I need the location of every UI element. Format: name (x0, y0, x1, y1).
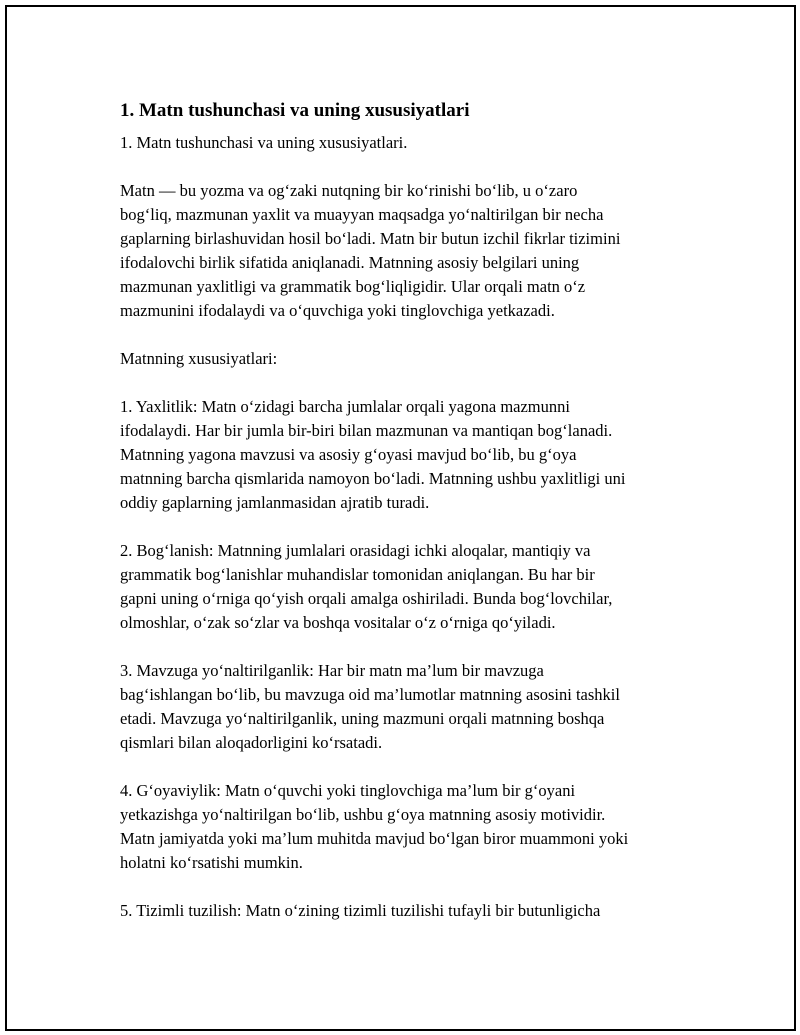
text-line: oddiy gaplarning jamlanmasidan ajratib turadi. (120, 493, 430, 512)
text-line: matnning barcha qismlarida namoyon bo‘ladi. Matnning ushbu yaxlitligi uni (120, 469, 626, 488)
text-line: mazmunini ifodalaydi va o‘quvchiga yoki tinglovchiga yetkazadi. (120, 301, 555, 320)
document-title: 1. Matn tushunchasi va uning xususiyatlari (120, 100, 470, 121)
text-line: Matnning yagona mavzusi va asosiy g‘oyasi mavjud bo‘lib, bu g‘oya (120, 445, 577, 464)
text-line: 1. Matn tushunchasi va uning xususiyatlari. (120, 133, 408, 152)
paragraph-intro-heading (120, 131, 710, 155)
paragraph-property-5 (120, 899, 710, 923)
paragraph-property-3 (120, 659, 710, 755)
document-page (5, 5, 796, 1031)
text-line: Matnning xususiyatlari: (120, 349, 278, 368)
text-line: gapni uning o‘rniga qo‘yish orqali amalga oshiriladi. Bunda bog‘lovchilar, (120, 589, 613, 608)
text-line: 3. Mavzuga yo‘naltirilganlik: Har bir matn ma’lum bir mavzuga (120, 661, 544, 680)
text-line: ifodalaydi. Har bir jumla bir-biri bilan mazmunan va mantiqan bog‘lanadi. (120, 421, 613, 440)
document-body (120, 99, 710, 947)
paragraph-property-1 (120, 395, 710, 515)
text-line: Matn jamiyatda yoki ma’lum muhitda mavjud bo‘lgan biror muammoni yoki (120, 829, 629, 848)
text-line: etadi. Mavzuga yo‘naltirilganlik, uning mazmuni orqali matnning boshqa (120, 709, 605, 728)
text-line: bag‘ishlangan bo‘lib, bu mavzuga oid ma’lumotlar matnning asosini tashkil (120, 685, 620, 704)
text-line: bog‘liq, mazmunan yaxlit va muayyan maqsadga yo‘naltirilgan bir necha (120, 205, 604, 224)
text-line: yetkazishga yo‘naltirilgan bo‘lib, ushbu g‘oya matnning asosiy motividir. (120, 805, 606, 824)
text-line: 5. Tizimli tuzilish: Matn o‘zining tizimli tuzilishi tufayli bir butunligicha (120, 901, 601, 920)
paragraph-properties-heading (120, 347, 710, 371)
text-line: qismlari bilan aloqadorligini ko‘rsatadi. (120, 733, 383, 752)
text-line: gaplarning birlashuvidan hosil bo‘ladi. Matn bir butun izchil fikrlar tizimini (120, 229, 621, 248)
paragraph-property-4 (120, 779, 710, 875)
text-line: Matn — bu yozma va og‘zaki nutqning bir ko‘rinishi bo‘lib, u o‘zaro (120, 181, 578, 200)
text-line: grammatik bog‘lanishlar muhandislar tomonidan aniqlangan. Bu har bir (120, 565, 595, 584)
text-line: mazmunan yaxlitligi va grammatik bog‘liqligidir. Ular orqali matn o‘z (120, 277, 586, 296)
text-line: holatni ko‘rsatishi mumkin. (120, 853, 303, 872)
paragraph-property-2 (120, 539, 710, 635)
text-line: ifodalovchi birlik sifatida aniqlanadi. Matnning asosiy belgilari uning (120, 253, 580, 272)
text-line: 1. Yaxlitlik: Matn o‘zidagi barcha jumlalar orqali yagona mazmunni (120, 397, 570, 416)
text-line: 4. G‘oyaviylik: Matn o‘quvchi yoki tinglovchiga ma’lum bir g‘oyani (120, 781, 576, 800)
text-line: olmoshlar, o‘zak so‘zlar va boshqa vositalar o‘z o‘rniga qo‘yiladi. (120, 613, 556, 632)
text-line: 2. Bog‘lanish: Matnning jumlalari orasidagi ichki aloqalar, mantiqiy va (120, 541, 591, 560)
paragraph-definition (120, 179, 710, 323)
